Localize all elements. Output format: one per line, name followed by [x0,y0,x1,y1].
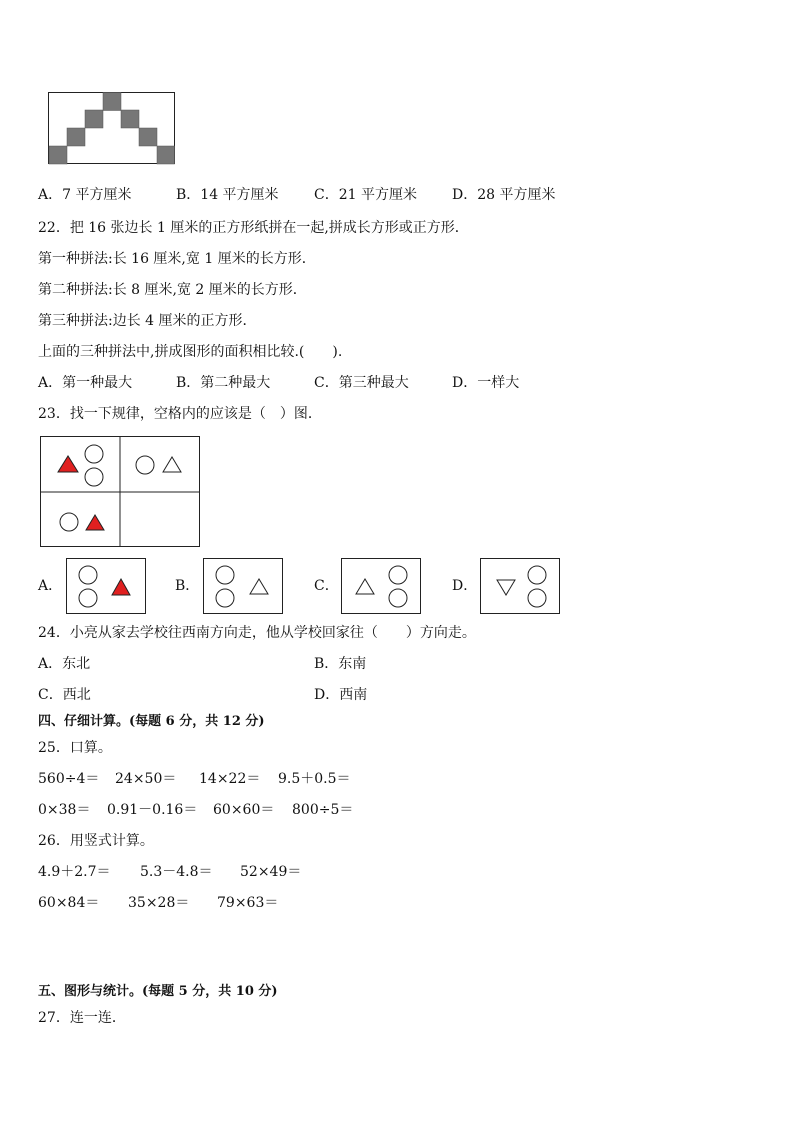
q26-item: 60×84＝ [38,895,100,911]
q23-option-a-box[interactable] [66,558,146,614]
staircase-svg [48,92,176,165]
q23-option-d-box[interactable] [480,558,560,614]
section4-heading: 四、仔细计算。(每题 6 分，共 12 分) [38,714,265,729]
q23-option-b-label[interactable]: B． [175,578,200,594]
q26-stem: 26．用竖式计算。 [38,833,154,849]
q22-option-a[interactable]: A．第一种最大 [38,375,133,391]
option-d-svg [481,559,559,613]
circle-icon [136,456,154,474]
q25-item: 24×50＝ [115,771,177,787]
q23-option-b-box[interactable] [203,558,283,614]
q27-stem: 27．连一连． [38,1010,126,1026]
option-a-svg [67,559,145,613]
q21-staircase-figure [48,92,176,165]
q25-item: 0×38＝ [38,802,91,818]
q24-option-d[interactable]: D．西南 [314,687,368,703]
q25-item: 9.5＋0.5＝ [278,771,351,787]
q26-item: 35×28＝ [128,895,190,911]
q22-option-d[interactable]: D．一样大 [452,375,520,391]
circle-icon [85,468,103,486]
q23-option-d-label[interactable]: D． [452,578,478,594]
circle-icon [85,445,103,463]
q26-item: 5.3－4.8＝ [140,864,213,880]
q22-stem: 22．把 16 张边长 1 厘米的正方形纸拼在一起,拼成长方形或正方形． [38,220,469,236]
q25-item: 560÷4＝ [38,771,100,787]
q23-pattern-grid [40,436,201,548]
q24-option-c[interactable]: C．西北 [38,687,91,703]
q23-option-a-label[interactable]: A． [38,578,63,594]
q24-stem: 24．小亮从家去学校往西南方向走，他从学校回家往（ ）方向走。 [38,625,476,641]
q25-item: 800÷5＝ [292,802,354,818]
q21-option-c[interactable]: C．21 平方厘米 [314,187,417,203]
section5-heading: 五、图形与统计。(每题 5 分，共 10 分) [38,984,278,999]
q21-option-a[interactable]: A．7 平方厘米 [38,187,132,203]
option-b-svg [204,559,282,613]
option-c-svg [342,559,420,613]
q22-option-b[interactable]: B．第二种最大 [176,375,271,391]
q25-stem: 25．口算。 [38,740,112,756]
pattern-grid-svg [40,436,201,548]
circle-icon [60,513,78,531]
q26-item: 52×49＝ [240,864,302,880]
q22-option-c[interactable]: C．第三种最大 [314,375,409,391]
q22-line3: 第三种拼法:边长 4 厘米的正方形． [38,313,257,329]
q22-line1: 第一种拼法:长 16 厘米,宽 1 厘米的长方形． [38,251,316,267]
q22-line2: 第二种拼法:长 8 厘米,宽 2 厘米的长方形． [38,282,307,298]
q21-option-d[interactable]: D．28 平方厘米 [452,187,556,203]
q24-option-a[interactable]: A．东北 [38,656,91,672]
q25-item: 0.91－0.16＝ [107,802,198,818]
q25-item: 14×22＝ [199,771,261,787]
q26-item: 79×63＝ [217,895,279,911]
q23-stem: 23．找一下规律，空格内的应该是（ ）图． [38,406,322,422]
q24-option-b[interactable]: B．东南 [314,656,367,672]
q23-option-c-label[interactable]: C． [314,578,339,594]
q21-option-b[interactable]: B．14 平方厘米 [176,187,279,203]
q26-item: 4.9＋2.7＝ [38,864,111,880]
q23-option-c-box[interactable] [341,558,421,614]
q22-question: 上面的三种拼法中,拼成图形的面积相比较.( ). [38,344,343,360]
q25-item: 60×60＝ [213,802,275,818]
